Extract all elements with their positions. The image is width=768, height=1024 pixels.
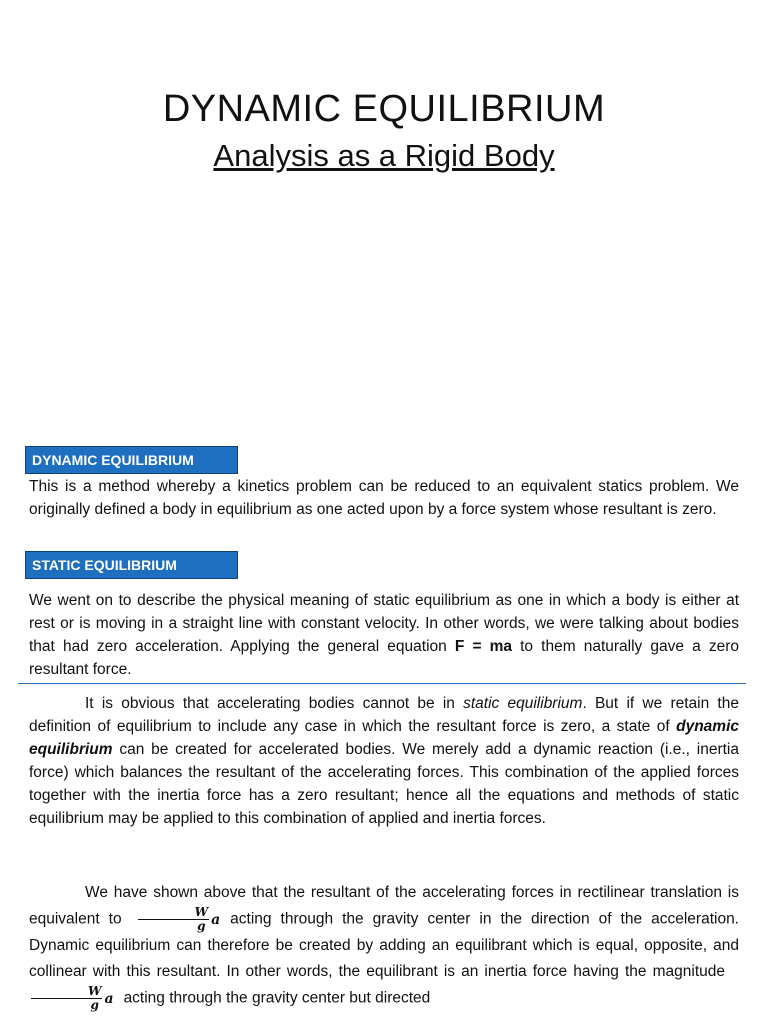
p1-text-c: can be created for accelerated bodies. We merely add a dynamic reaction (i.e., inertia force) which balances the resultant of the accelerating forces. This combination of the applied forces together with the inertia force has a zero resultant; hence all the equations and methods of static equilibrium may be applied to this combination of applied and inertia forces. — [29, 741, 739, 827]
w-over-g-fraction-1: $\frac{W}{g}$ — [138, 906, 209, 933]
dynamic-equilibrium-label: DYNAMIC EQUILIBRIUM — [25, 446, 238, 474]
page-title: DYNAMIC EQUILIBRIUM — [162, 88, 606, 130]
p1-bold-italic-dynamic-equilibrium: dynamic equilibrium — [29, 718, 739, 758]
static-equilibrium-label: STATIC EQUILIBRIUM — [25, 551, 238, 579]
p2-text-c: acting through the gravity center but directed — [123, 989, 431, 1007]
static-equation: F = ma — [454, 638, 513, 655]
acceleration-symbol-2: a — [104, 990, 114, 1007]
p2-text-a: We have shown above that the resultant of the accelerating forces in rectilinear translation is equivalent to — [29, 884, 739, 928]
section-divider — [18, 683, 746, 684]
static-text-main: We went on to describe the physical meaning of static equilibrium as one in which a body is either at rest or is moving in a straight line with constant velocity. In other words, we were talking about bodies that had zero acceleration. Applying the general equation — [29, 592, 739, 655]
body-paragraph-2 — [29, 880, 739, 1012]
p2-text-b: acting through the gravity center in the direction of the acceleration. Dynamic equilibrium can therefore be created by adding an equilibrant which is equal, opposite, and collinear with this resultant. In other words, the equilibrant is an inertia force having the magnitude — [29, 910, 739, 980]
dynamic-equilibrium-text: This is a method whereby a kinetics problem can be reduced to an equivalent statics problem. We originally defined a body in equilibrium as one acted upon by a force system whose resultant is zero. — [29, 478, 739, 518]
acceleration-symbol-1: a — [211, 911, 221, 928]
p1-italic-static-equilibrium: static equilibrium — [463, 695, 583, 712]
p1-text-b: . But if we retain the definition of equilibrium to include any case in which the resultant force is zero, a state of — [29, 695, 739, 735]
static-equilibrium-text — [29, 589, 739, 681]
body-paragraph-1 — [29, 692, 739, 830]
static-text-end: to them naturally gave a zero resultant force. — [29, 638, 739, 678]
w-over-g-fraction-2: $\frac{W}{g}$ — [31, 985, 102, 1012]
page-subtitle: Analysis as a Rigid Body — [213, 138, 555, 173]
p1-text-a: It is obvious that accelerating bodies cannot be in — [85, 695, 455, 712]
